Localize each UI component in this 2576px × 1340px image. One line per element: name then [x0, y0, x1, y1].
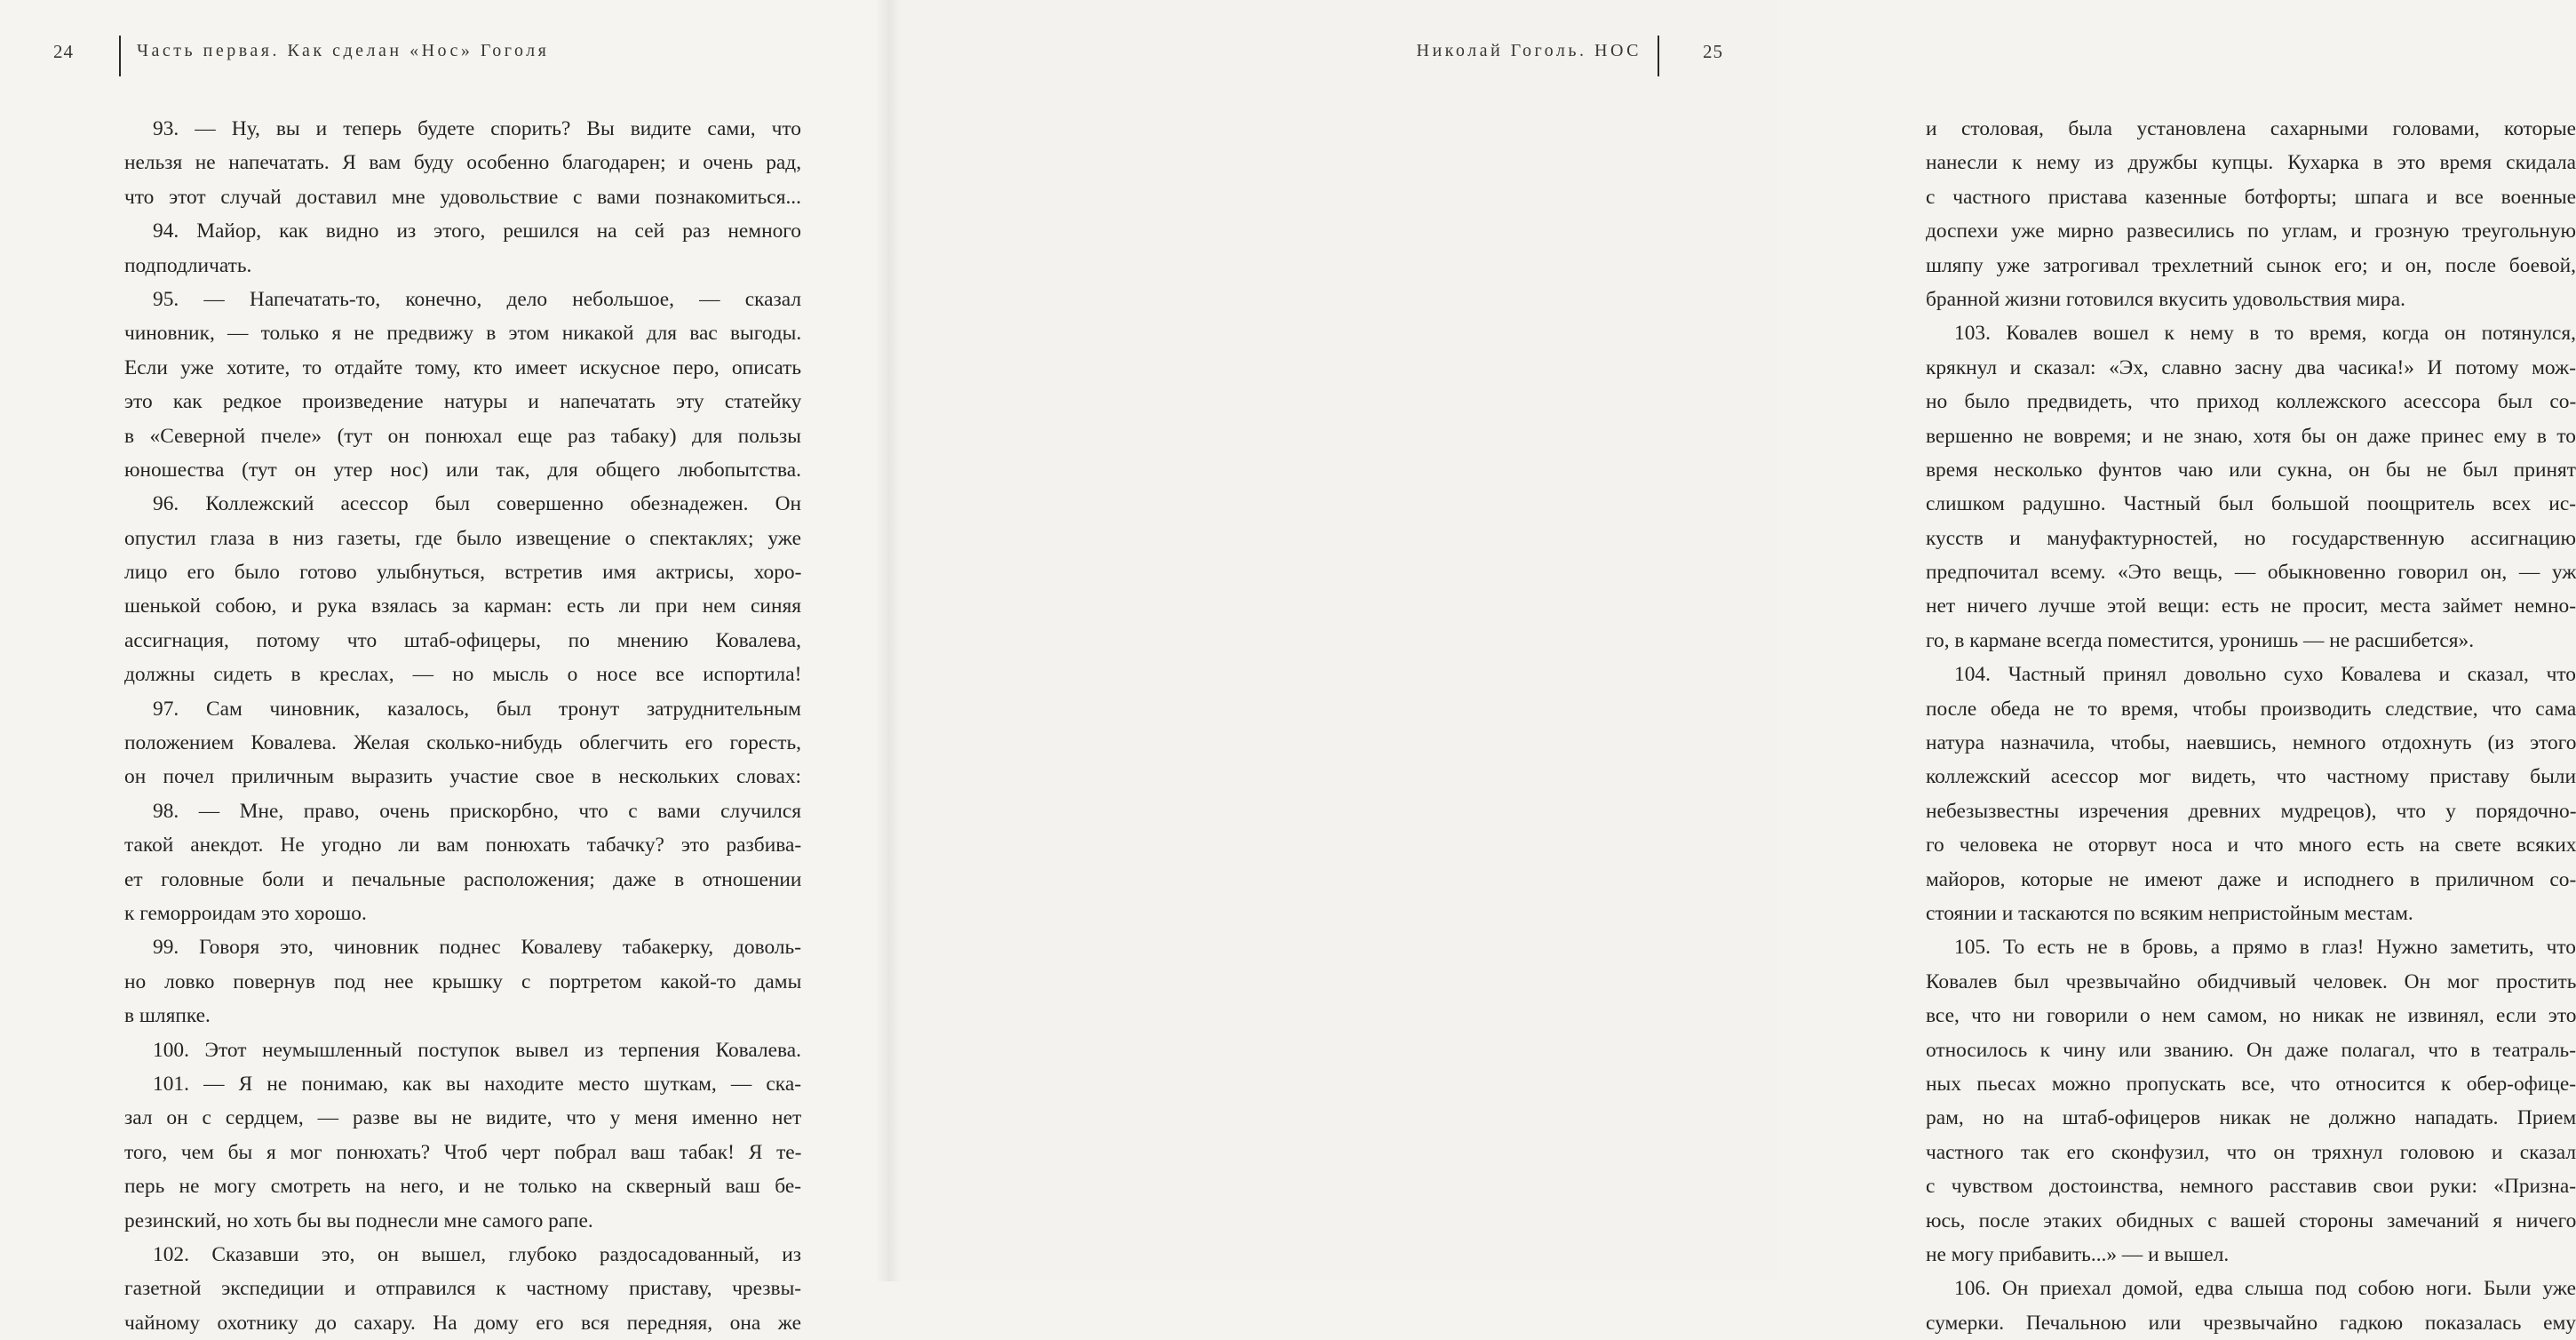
- text-line: зал он с сердцем, — разве вы не видите, что у меня именно нет: [124, 1106, 802, 1130]
- text-line: 97. Сам чиновник, казалось, был тронут затруднительным: [153, 697, 801, 721]
- text-line: бранной жизни готовился вкусить удовольствия мира.: [1926, 287, 2405, 311]
- text-line: с частного пристава казенные ботфорты; шпага и все военные: [1926, 185, 2576, 209]
- text-line: к геморроидам это хорошо.: [124, 901, 367, 925]
- right-page-header: [1101, 37, 1723, 76]
- text-line: предпочитал всему. «Это вещь, — обыкновенно говорил он, — уж: [1926, 561, 2576, 585]
- text-line: доспехи уже мирно развесились по углам, и грозную треугольную: [1926, 219, 2576, 243]
- text-line: 95. — Напечатать-то, конечно, дело небольшое, — сказал: [153, 287, 801, 311]
- right-page-number: 25: [1703, 41, 1723, 62]
- text-line: нет ничего лучше этой вещи: есть не просит, места займет немно-: [1926, 594, 2576, 618]
- text-line: ет головные боли и печальные расположения; даже в отношении: [124, 867, 802, 891]
- text-line: 100. Этот неумышленный поступок вывел из терпения Ковалева.: [153, 1038, 801, 1062]
- text-line: нельзя не напечатать. Я вам буду особенно благодарен; и очень рад,: [124, 151, 802, 175]
- left-page-body: [124, 112, 801, 1340]
- header-divider: [119, 36, 121, 76]
- left-page-header: [53, 37, 764, 76]
- text-line: газетной экспедиции и отправился к частному приставу, чрезвы-: [124, 1277, 802, 1301]
- text-line: 93. — Ну, вы и теперь будете спорить? Вы видите сами, что: [153, 117, 801, 140]
- text-line: чайному охотнику до сахару. На дому его вся передняя, она же: [124, 1311, 802, 1335]
- text-line: лицо его было готово улыбнуться, встретив имя актрисы, хоро-: [124, 561, 802, 585]
- text-line: но ловко повернув под нее крышку с портретом какой-то дамы: [124, 969, 802, 993]
- text-line: частного так его сконфузил, что он тряхнул головою и сказал: [1926, 1140, 2576, 1164]
- text-line: не могу прибавить...» — и вышел.: [1926, 1242, 2230, 1266]
- text-line: такой анекдот. Не угодно ли вам понюхать табачку? это разбива-: [124, 834, 802, 857]
- text-line: 105. То есть не в бровь, а прямо в глаз! Нужно заметить, что: [1954, 936, 2576, 960]
- text-line: крякнул и сказал: «Эх, славно засну два часика!» И потому мож-: [1926, 355, 2576, 379]
- text-line: рам, но на штаб-офицеров никак не должно нападать. Прием: [1926, 1106, 2576, 1130]
- text-line: майоров, которые не имеют даже и исподнего в приличном со-: [1926, 867, 2576, 891]
- text-line: 106. Он приехал домой, едва слыша под собою ноги. Были уже: [1954, 1277, 2576, 1301]
- text-line: он почел приличным выразить участие свое в нескольких словах:: [124, 765, 802, 789]
- text-line: положением Ковалева. Желая сколько-нибудь облегчить его горесть,: [124, 731, 801, 755]
- text-line: Если уже хотите, то отдайте тому, кто имеет искусное перо, описать: [124, 355, 801, 379]
- text-line: но было предвидеть, что приход коллежского асессора был со-: [1926, 390, 2576, 414]
- text-line: натура назначила, чтобы, наевшись, немного отдохнуть (из этого: [1926, 731, 2576, 755]
- text-line: перь не могу смотреть на него, и не только на скверный ваш бе-: [124, 1175, 801, 1199]
- text-line: и столовая, была установлена сахарными головами, которые: [1926, 117, 2576, 140]
- text-line: кусств и мануфактурностей, но государственную ассигнацию: [1926, 526, 2576, 550]
- book-gutter: [875, 0, 902, 1281]
- text-line: после обеда не то время, чтобы производить следствие, что сама: [1926, 697, 2576, 721]
- left-page-number: 24: [53, 41, 74, 62]
- text-line: в шляпке.: [124, 1004, 211, 1028]
- text-line: должны сидеть в креслах, — но мысль о носе все испортила!: [124, 663, 802, 687]
- text-line: это как редкое произведение натуры и напечатать эту статейку: [124, 390, 802, 414]
- text-line: 103. Ковалев вошел к нему в то время, когда он потянулся,: [1954, 322, 2576, 346]
- text-line: вершенно не вовремя; и не знаю, хотя бы он даже принес ему в то: [1926, 424, 2576, 448]
- right-running-title: Николай Гоголь. НОС: [1416, 41, 1642, 60]
- text-line: 96. Коллежский асессор был совершенно обезнадежен. Он: [153, 492, 801, 516]
- text-line: подподличать.: [124, 253, 252, 277]
- text-line: слишком радушно. Частный был большой поощритель всех ис-: [1926, 492, 2576, 516]
- text-line: время несколько фунтов чаю или сукна, он бы не был принят: [1926, 458, 2576, 482]
- text-line: 98. — Мне, право, очень прискорбно, что с вами случился: [153, 799, 801, 823]
- text-line: в «Северной пчеле» (тут он понюхал еще раз табаку) для пользы: [124, 424, 801, 448]
- left-running-title: Часть первая. Как сделан «Нос» Гоголя: [137, 41, 550, 60]
- text-line: небезызвестны изречения древних мудрецов), что у порядочно-: [1926, 799, 2576, 823]
- text-line: относилось к чину или званию. Он даже полагал, что в театраль-: [1926, 1038, 2576, 1062]
- text-line: юношества (тут он утер нос) или так, для общего любопытства.: [124, 458, 801, 482]
- text-line: шенькой собою, и рука взялась за карман: есть ли при нем синяя: [124, 594, 801, 618]
- text-line: 94. Майор, как видно из этого, решился на сей раз немного: [153, 219, 801, 243]
- text-line: юсь, после этаких обидных с вашей стороны замечаний я ничего: [1926, 1208, 2576, 1232]
- text-line: что этот случай доставил мне удовольствие с вами познакомиться...: [124, 185, 801, 209]
- text-line: го человека не оторвут носа и что много есть на свете всяких: [1926, 834, 2576, 857]
- text-line: го, в кармане всегда поместится, уронишь — не расшибется».: [1926, 628, 2475, 652]
- text-line: сумерки. Печальною или чрезвычайно гадкою показалась ему: [1926, 1311, 2576, 1335]
- text-line: стоянии и таскаются по всяким непристойным местам.: [1926, 901, 2413, 925]
- text-line: чиновник, — только я не предвижу в этом никакой для вас выгоды.: [124, 322, 802, 346]
- text-line: 99. Говоря это, чиновник поднес Ковалеву табакерку, доволь-: [153, 936, 801, 960]
- text-line: нанесли к нему из дружбы купцы. Кухарка в это время скидала: [1926, 151, 2576, 175]
- text-line: 102. Сказавши это, он вышел, глубоко раздосадованный, из: [153, 1242, 801, 1266]
- text-line: 101. — Я не понимаю, как вы находите место шуткам, — ска-: [153, 1072, 801, 1096]
- text-line: с чувством достоинства, немного расставив свои руки: «Призна-: [1926, 1175, 2576, 1199]
- right-page: [888, 0, 2576, 1335]
- right-page-body: [1926, 112, 2576, 1340]
- left-page: [0, 0, 888, 1335]
- text-line: ассигнация, потому что штаб-офицеры, по мнению Ковалева,: [124, 628, 801, 652]
- text-line: все, что ни говорили о нем самом, но никак не извинял, если это: [1926, 1004, 2576, 1028]
- text-line: резинский, но хоть бы вы поднесли мне самого рапе.: [124, 1208, 593, 1232]
- text-line: того, чем бы я мог понюхать? Чтоб черт побрал ваш табак! Я те-: [124, 1140, 802, 1164]
- text-line: ных пьесах можно пропускать все, что относится к обер-офице-: [1926, 1072, 2576, 1096]
- text-line: Ковалев был чрезвычайно обидчивый человек. Он мог простить: [1926, 969, 2576, 993]
- header-divider: [1658, 36, 1659, 76]
- text-line: 104. Частный принял довольно сухо Ковалева и сказал, что: [1954, 663, 2576, 687]
- text-line: шляпу уже затрогивал трехлетний сынок его; и он, после боевой,: [1926, 253, 2576, 277]
- text-line: коллежский асессор мог видеть, что частному приставу были: [1926, 765, 2576, 789]
- text-line: опустил глаза в низ газеты, где было извещение о спектаклях; уже: [124, 526, 802, 550]
